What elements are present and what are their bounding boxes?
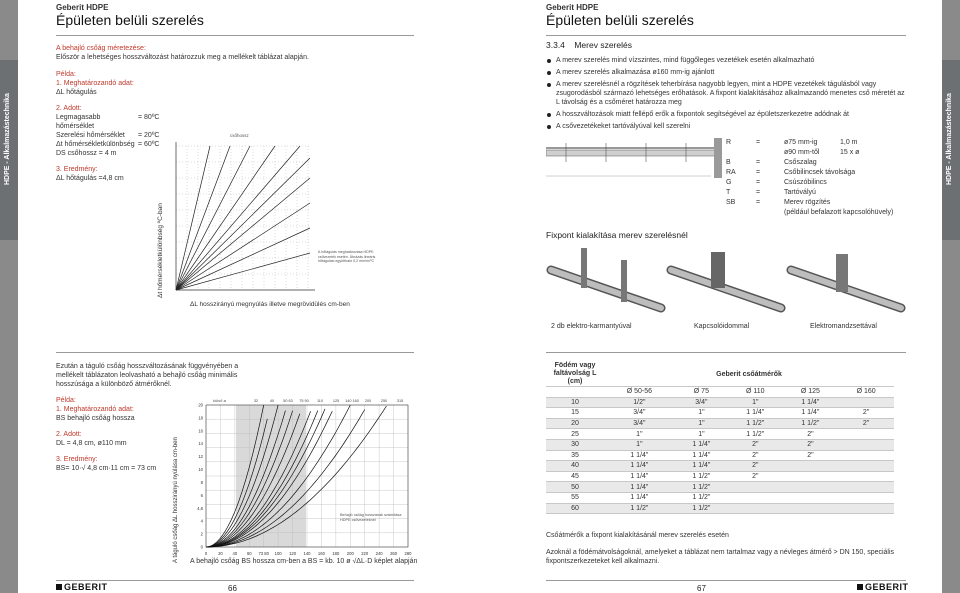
chart2-y-tick: 0 <box>200 544 203 550</box>
table-row <box>546 492 894 503</box>
table-cell: 1 1/4" <box>604 482 675 493</box>
right-page-number: 67 <box>697 584 706 593</box>
legend-equals <box>756 148 784 158</box>
bullet-item: A merev szerelésnél a rögzítések teherbírása nagyobb legyen, mint a HDPE vezetékek tágulásból vagy zsugorodásból származó lehetséges erőhatások. A fixpont kialakításához alkalmazandó menetes cső méretét az L távolság és a csőméret határozza meg <box>546 80 906 107</box>
chart2-x-tick: 60 <box>246 551 252 556</box>
bullet-item: A merev szerelés mind vízszintes, mind függőleges vezetékek esetén alkalmazható <box>546 56 906 65</box>
legend-symbol: SB <box>726 199 736 206</box>
table-cell: 2" <box>838 418 894 429</box>
ex2-step2-value: DL = 4,8 cm, ø110 mm <box>56 440 127 447</box>
chart2-top-tick: 125 <box>332 399 340 403</box>
caption-1: 2 db elektro-karmantyúval <box>551 323 632 330</box>
chart1-length-line <box>176 253 310 290</box>
chart2-top-tick: 110 <box>316 399 324 403</box>
legend-row <box>726 158 906 168</box>
chart2-y-tick: 2 <box>200 531 203 537</box>
table-cell: 1/2" <box>604 397 675 408</box>
chart1-length-line <box>176 146 275 290</box>
example-step1-value: ΔL hőtágulás <box>56 89 97 96</box>
left-footer-logo <box>56 582 108 592</box>
legend-row <box>726 198 906 208</box>
table-cell: 1 1/4" <box>675 461 728 472</box>
right-footer-logo <box>857 582 909 592</box>
given-value: = 20ºC <box>138 132 160 139</box>
table-row <box>546 503 894 514</box>
chart2-x-tick: 220 <box>361 551 369 556</box>
table-cell: 1 1/2" <box>783 418 839 429</box>
legend-equals: = <box>756 189 761 196</box>
chart2-x-tick: 180 <box>332 551 340 556</box>
ex2-step3: 3. Eredmény: <box>56 456 98 463</box>
table-cell: 2" <box>838 408 894 419</box>
caption-3: Elektromandzsettával <box>810 323 877 330</box>
left-example-2 <box>56 396 176 473</box>
table-cell: 1 1/2" <box>675 503 728 514</box>
fixpoint-illustrations <box>546 240 906 316</box>
table-row <box>546 482 894 493</box>
table-cell <box>838 429 894 440</box>
table-cell <box>838 503 894 514</box>
ex2-step2: 2. Adott: <box>56 431 82 438</box>
ex2-step1-value: BS behajló csőág hossza <box>56 415 135 422</box>
chart2-y-tick: 16 <box>198 428 203 434</box>
legend-desc: ø90 mm-től <box>784 149 820 156</box>
legend-symbol: R <box>726 139 732 146</box>
table-row <box>546 461 894 472</box>
table-row <box>546 408 894 419</box>
chart2-y-tick: 8 <box>200 479 203 485</box>
right-logo-square-icon <box>857 584 863 590</box>
left-header-rule <box>56 35 414 36</box>
chart2-note: Behajló csőág hosszának számítása HDPE csővezetéknél <box>340 513 402 522</box>
table-col-header: Ø 110 <box>728 387 782 398</box>
table-head-left <box>546 362 604 387</box>
table-col-header: Ø 160 <box>838 387 894 398</box>
chart2-x-tick: 140 <box>303 551 311 556</box>
table-cell: 1 1/2" <box>675 492 728 503</box>
chart2-x-tick: 260 <box>390 551 398 556</box>
right-page-title: Épületen belüli szerelés <box>546 12 694 28</box>
chart2-top-tick: 200 <box>364 399 372 403</box>
intro-heading: A behajló csőág méretezése: <box>56 45 146 52</box>
table-cell: 1 1/2" <box>675 471 728 482</box>
chart2-x-tick: 200 <box>346 551 354 556</box>
right-footer-rule <box>546 580 906 581</box>
table-cell: 1 1/4" <box>604 471 675 482</box>
table-col-header: Ø 125 <box>783 387 839 398</box>
chart2-x-tick: 160 <box>317 551 325 556</box>
symbol-legend <box>726 138 906 218</box>
legend-value: 15 x ø <box>840 149 860 156</box>
chart2-top-tick: 315 <box>396 399 404 403</box>
table-col-header: Ø 50-56 <box>604 387 675 398</box>
table-cell: 1 1/4" <box>604 461 675 472</box>
fixpoint-image-3 <box>791 254 901 308</box>
table-cell <box>838 492 894 503</box>
table-cell: 1 1/4" <box>783 408 839 419</box>
table-cell: 1" <box>604 439 675 450</box>
table-cell: 2" <box>728 471 782 482</box>
legend-desc: Tartóvályú <box>784 189 816 196</box>
thermal-expansion-chart <box>150 128 415 313</box>
chart1-length-line <box>176 146 300 290</box>
table-cell: 1" <box>728 397 782 408</box>
table-cell: 1 1/2" <box>728 418 782 429</box>
chart1-length-line <box>176 146 210 290</box>
chart2-y-tick: 4,8 <box>197 505 203 511</box>
wall-shape <box>714 138 722 178</box>
example-label: Példa: <box>56 71 76 78</box>
legend-equals: = <box>756 139 761 146</box>
bullet-item: A hosszváltozások miatt fellépő erők a fixpontok segítségével az épületszerkezetre adódnak át <box>546 110 906 119</box>
table-cell <box>838 439 894 450</box>
rigid-mount-diagram <box>546 138 726 218</box>
legend-symbol: T <box>726 189 731 196</box>
intro-text: Először a lehetséges hosszváltozást határozzuk meg a mellékelt táblázat alapján. <box>56 54 309 61</box>
chart2-y-tick: 6 <box>200 492 203 498</box>
chart2-y-tick: 18 <box>198 415 203 421</box>
legend-desc: ø75 mm-ig <box>784 139 818 146</box>
legend-symbol <box>726 148 756 158</box>
table-cell: 2" <box>728 450 782 461</box>
table-cell <box>728 492 782 503</box>
given-key: DS csőhossz = 4 m <box>56 150 117 157</box>
legend-value: 1,0 m <box>840 139 858 146</box>
table-cell: 1 1/2" <box>728 429 782 440</box>
table-cell: 3/4" <box>604 408 675 419</box>
lower-intro: Ezután a táguló csőág hosszváltozásának függvényében a mellékelt táblázaton leolvasható a behajló csőág minimális hosszúsága a különböző átmérőknél. <box>56 363 239 388</box>
chart2-x-tick: 73 80 <box>258 551 269 556</box>
ex2-label: Példa: <box>56 397 76 404</box>
table-cell: 2" <box>783 450 839 461</box>
chart1-note: A hőtágulás meghatározása HDPE csővezeték esetén. Ábrázás lineáris hőtágulási együttható 0,2 mm/m/ºC <box>318 250 376 264</box>
legend-symbol: RA <box>726 169 736 176</box>
legend-row <box>726 208 906 218</box>
left-intro <box>56 44 356 62</box>
chart2-x-tick: 280 <box>404 551 412 556</box>
table-cell: 35 <box>546 450 604 461</box>
table-cell: 50 <box>546 482 604 493</box>
given-key: Legmagasabb hőmérséklet <box>56 114 101 130</box>
table-cell: 1 1/2" <box>675 482 728 493</box>
table-cell: 1" <box>675 429 728 440</box>
chart1-length-line <box>176 203 310 290</box>
example-step2: 2. Adott: <box>56 105 82 112</box>
table-row <box>546 450 894 461</box>
legend-row <box>726 178 906 188</box>
chart2-top-tick: 250 <box>380 399 388 403</box>
legend-desc: Csőbilincsek távolsága <box>784 169 856 176</box>
table-cell <box>838 482 894 493</box>
pipe-size-table <box>546 362 894 514</box>
table-cell: 15 <box>546 408 604 419</box>
legend-symbol: G <box>726 179 732 186</box>
table-cell <box>783 503 839 514</box>
chart1-xlabel: ΔL hosszirányú megnyúlás illetve megrövidülés cm-ben <box>190 301 350 308</box>
fixpoint-image-1 <box>551 248 661 308</box>
right-side-label: HDPE - Alkalmazástechnika <box>946 93 953 185</box>
bending-leg-chart <box>168 393 418 571</box>
legend-desc: Csőszalag <box>784 159 817 166</box>
table-cell: 2" <box>728 461 782 472</box>
ex2-step1: 1. Meghatározandó adat: <box>56 406 134 413</box>
table-cell: 25 <box>546 429 604 440</box>
chart2-top-tick: 75 90 <box>299 399 309 403</box>
chart2-y-tick: 4 <box>200 518 203 524</box>
table-cell <box>783 461 839 472</box>
chart2-y-tick: 14 <box>198 441 203 447</box>
bullet-list <box>546 56 906 134</box>
table-row <box>546 397 894 408</box>
fixpoint-image-2 <box>671 252 781 308</box>
bullet-item: A merev szerelés alkalmazása ø160 mm-ig ajánlott <box>546 68 906 77</box>
left-mid-rule <box>56 352 414 353</box>
chart2-x-tick: 120 <box>289 551 297 556</box>
table-cell: 3/4" <box>604 418 675 429</box>
table-cell: 1 1/4" <box>728 408 782 419</box>
chart2-x-tick: 240 <box>375 551 383 556</box>
table-cell: 10 <box>546 397 604 408</box>
chart2-y-tick: 20 <box>198 402 203 408</box>
caption-2: Kapcsolóidommal <box>694 323 750 330</box>
table-cell: 55 <box>546 492 604 503</box>
table-cell <box>838 450 894 461</box>
left-logo-text: GEBERIT <box>64 582 108 592</box>
table-cell <box>728 482 782 493</box>
table-row <box>546 418 894 429</box>
legend-equals: = <box>756 199 761 206</box>
chart2-x-tick: 0 <box>204 551 208 556</box>
legend-symbol: B <box>726 159 731 166</box>
legend-desc: (például befalazott kapcsolóhüvely) <box>784 209 894 216</box>
chart2-top-label: külső ø <box>213 398 226 403</box>
table-cell: 45 <box>546 471 604 482</box>
given-key: Szerelési hőmérséklet <box>56 132 125 139</box>
section-heading: 3.3.4 Merev szerelés <box>546 40 632 50</box>
table-row <box>546 471 894 482</box>
example-step1: 1. Meghatározandó adat: <box>56 80 134 87</box>
table-cell: 1 1/2" <box>604 503 675 514</box>
left-page-number: 66 <box>228 584 237 593</box>
given-key: Δt hőmérsékletkülönbség <box>56 141 135 148</box>
table-cell: 2" <box>783 429 839 440</box>
legend-row <box>726 148 906 158</box>
bullet-item: A csővezetékeket tartóvályúval kell szerelni <box>546 122 906 131</box>
table-cell: 30 <box>546 439 604 450</box>
table-cell: 1 1/4" <box>604 492 675 503</box>
given-value: = 60ºC <box>138 141 160 148</box>
chart2-x-tick: 20 <box>218 551 223 556</box>
left-logo-square-icon <box>56 584 62 590</box>
legend-desc: Csúszóbilincs <box>784 179 827 186</box>
chart2-top-tick: 50 63 <box>283 399 293 403</box>
right-mid-rule <box>546 352 906 353</box>
legend-equals <box>756 208 784 218</box>
legend-symbol <box>726 208 756 218</box>
table-cell: 1 1/4" <box>604 450 675 461</box>
table-cell <box>783 492 839 503</box>
chart2-top-tick: 32 <box>253 399 259 403</box>
chart1-ylabel: Δt hőmérsékletkülönbség ºC-ban <box>157 203 164 298</box>
legend-equals: = <box>756 179 761 186</box>
chart1-length-line <box>176 178 310 290</box>
table-cell <box>838 461 894 472</box>
table-cell: 1" <box>675 418 728 429</box>
table-cell <box>838 397 894 408</box>
right-brand: Geberit HDPE <box>546 3 599 12</box>
chart1-legend-label: csőhossz <box>230 133 249 138</box>
table-row <box>546 439 894 450</box>
table-cell: 1 1/4" <box>675 450 728 461</box>
left-side-label: HDPE - Alkalmazástechnika <box>4 93 11 185</box>
chart2-top-tick: 40 <box>269 399 275 403</box>
chart2-y-tick: 10 <box>198 467 203 473</box>
left-page-title: Épületen belüli szerelés <box>56 12 204 28</box>
table-cell: 2" <box>783 439 839 450</box>
table-caption: Csőátmérők a fixpont kialakításánál merev szerelés esetén <box>546 532 729 539</box>
given-value: = 80ºC <box>138 114 160 121</box>
legend-row <box>726 168 906 178</box>
legend-equals: = <box>756 169 761 176</box>
left-brand: Geberit HDPE <box>56 3 109 12</box>
pipe-shape <box>546 150 716 156</box>
right-logo-text: GEBERIT <box>865 582 909 592</box>
table-cell <box>783 471 839 482</box>
ex2-step3-value: BS= 10·√ 4,8 cm·11 cm = 73 cm <box>56 465 157 472</box>
table-cell <box>783 482 839 493</box>
legend-row <box>726 188 906 198</box>
chart2-top-tick: 140 160 <box>345 399 359 403</box>
chart2-caption: A behajló csőág BS hossza cm-ben a BS = kb. 10 ø √ΔL·D képlet alapján <box>190 558 418 565</box>
table-cell: 1 1/4" <box>675 439 728 450</box>
chart2-ylabel: A táguló csőág ΔL hosszirányú nyúlása cm-ben <box>173 437 179 563</box>
table-cell: 1 1/4" <box>783 397 839 408</box>
table-row <box>546 429 894 440</box>
example-step3-value: ΔL hőtágulás =4,8 cm <box>56 175 124 182</box>
example-step3: 3. Eredmény: <box>56 166 98 173</box>
legend-desc: Merev rögzítés <box>784 199 831 206</box>
bottom-text: Azoknál a födémátvolságoknál, amelyeket a táblázat nem tartalmaz vagy a névleges átmérő > DN 150, speciális fixpontszerkezeteket kell alkalmazni. <box>546 549 895 565</box>
table-cell: 3/4" <box>675 397 728 408</box>
table-col-header: Ø 75 <box>675 387 728 398</box>
table-head-left-text: Födém vagy faltávolság L (cm) <box>553 362 597 385</box>
left-footer-rule <box>56 580 414 581</box>
table-cell: 1" <box>604 429 675 440</box>
table-cell: 20 <box>546 418 604 429</box>
table-cell <box>838 471 894 482</box>
table-cell: 1" <box>675 408 728 419</box>
table-cell: 2" <box>728 439 782 450</box>
table-cell <box>728 503 782 514</box>
table-cell: 40 <box>546 461 604 472</box>
legend-row <box>726 138 906 148</box>
table-head-right: Geberit csőátmérők <box>604 362 894 387</box>
chart2-y-tick: 12 <box>198 454 203 460</box>
chart2-x-tick: 100 <box>274 551 282 556</box>
chart2-x-tick: 40 <box>232 551 238 556</box>
fixpoint-heading: Fixpont kialakítása merev szerelésnél <box>546 230 688 240</box>
table-cell: 60 <box>546 503 604 514</box>
legend-equals: = <box>756 159 761 166</box>
right-header-rule <box>546 35 906 36</box>
table-col-blank <box>546 387 604 398</box>
